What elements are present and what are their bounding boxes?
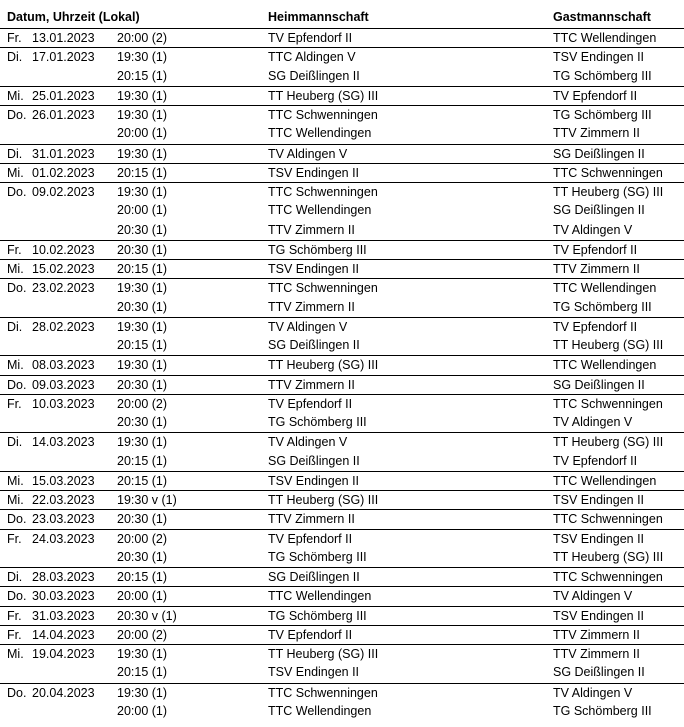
match-time: 20:15 (1)	[117, 570, 168, 584]
table-row	[0, 86, 684, 105]
table-row	[0, 240, 684, 259]
table-row	[0, 702, 684, 721]
guest-team: TT Heuberg (SG) III	[553, 549, 664, 564]
table-row	[0, 336, 684, 355]
guest-team: TV Epfendorf II	[553, 242, 638, 257]
home-team: TV Epfendorf II	[268, 396, 353, 411]
match-date: 14.04.2023	[32, 627, 95, 642]
guest-team: TTV Zimmern II	[553, 262, 640, 276]
table-row	[0, 28, 684, 47]
guest-team: SG Deißlingen II	[553, 203, 645, 218]
match-date: 19.04.2023	[32, 647, 95, 661]
match-time: 20:30 (1)	[117, 415, 168, 429]
guest-team: TSV Endingen II	[553, 531, 645, 546]
match-day: Di.	[7, 50, 23, 65]
match-time: 20:00 (2)	[117, 531, 168, 546]
match-time: 19:30 (1)	[117, 88, 168, 103]
table-row	[0, 221, 684, 240]
home-team: TTC Wellendingen	[268, 589, 372, 604]
table-row	[0, 394, 684, 413]
table-row	[0, 355, 684, 374]
home-team: TV Epfendorf II	[268, 627, 353, 642]
match-time: 19:30 (1)	[117, 146, 168, 161]
match-date: 09.02.2023	[32, 185, 95, 199]
match-time: 20:15 (1)	[117, 165, 168, 180]
match-date: 14.03.2023	[32, 435, 95, 450]
header-home-team: Heimmannschaft	[268, 10, 369, 24]
guest-team: TV Aldingen V	[553, 415, 633, 429]
match-date: 24.03.2023	[32, 531, 95, 546]
match-time: 19:30 (1)	[117, 358, 168, 373]
guest-team: TTC Wellendingen	[553, 31, 657, 45]
guest-team: TT Heuberg (SG) III	[553, 338, 664, 352]
home-team: TTC Schwenningen	[268, 685, 378, 700]
match-time: 19:30 (1)	[117, 647, 168, 661]
match-day: Fr.	[7, 627, 22, 642]
match-day: Fr.	[7, 608, 22, 623]
match-time: 20:30 (1)	[117, 222, 168, 237]
home-team: TTC Schwenningen	[268, 185, 378, 199]
guest-team: TSV Endingen II	[553, 50, 645, 65]
match-date: 13.01.2023	[32, 31, 95, 45]
match-time: 19:30 (1)	[117, 435, 168, 450]
table-row	[0, 124, 684, 143]
home-team: TG Schömberg III	[268, 415, 367, 429]
match-date: 09.03.2023	[32, 377, 95, 392]
match-time: 20:00 (1)	[117, 589, 168, 604]
match-time: 20:00 (1)	[117, 126, 168, 141]
guest-team: TTV Zimmern II	[553, 126, 640, 141]
match-day: Do.	[7, 685, 27, 700]
table-row	[0, 509, 684, 528]
table-row	[0, 413, 684, 432]
table-row	[0, 182, 684, 201]
home-team: TTV Zimmern II	[268, 222, 355, 237]
home-team: TV Aldingen V	[268, 146, 348, 161]
match-time: 19:30 (1)	[117, 185, 168, 199]
match-time: 20:00 (2)	[117, 627, 168, 642]
table-row	[0, 163, 684, 182]
home-team: TTC Schwenningen	[268, 108, 378, 122]
guest-team: TV Aldingen V	[553, 222, 633, 237]
home-team: TTC Wellendingen	[268, 203, 372, 218]
match-time: 19:30 (1)	[117, 50, 168, 65]
table-row	[0, 663, 684, 682]
home-team: TT Heuberg (SG) III	[268, 358, 379, 373]
guest-team: TG Schömberg III	[553, 299, 652, 314]
table-row	[0, 490, 684, 509]
match-date: 10.02.2023	[32, 242, 95, 257]
match-time: 20:30 (1)	[117, 299, 168, 314]
table-row	[0, 278, 684, 297]
match-day: Do.	[7, 377, 27, 392]
match-time: 20:00 (1)	[117, 203, 168, 218]
table-row	[0, 548, 684, 567]
guest-team: TTV Zimmern II	[553, 647, 640, 661]
home-team: TG Schömberg III	[268, 242, 367, 257]
match-day: Do.	[7, 108, 27, 122]
guest-team: TV Aldingen V	[553, 589, 633, 604]
guest-team: TV Aldingen V	[553, 685, 633, 700]
home-team: TV Epfendorf II	[268, 31, 353, 45]
match-date: 17.01.2023	[32, 50, 95, 65]
table-row	[0, 606, 684, 625]
guest-team: TTC Schwenningen	[553, 570, 663, 584]
table-row	[0, 67, 684, 86]
table-row	[0, 529, 684, 548]
match-date: 01.02.2023	[32, 165, 95, 180]
match-time: 20:00 (1)	[117, 703, 168, 718]
guest-team: TSV Endingen II	[553, 493, 645, 507]
match-date: 15.02.2023	[32, 262, 95, 276]
match-time: 20:00 (2)	[117, 31, 168, 45]
match-time: 20:30 (1)	[117, 549, 168, 564]
home-team: TSV Endingen II	[268, 165, 360, 180]
home-team: SG Deißlingen II	[268, 453, 360, 468]
match-time: 19:30 v (1)	[117, 493, 177, 507]
table-row	[0, 567, 684, 586]
match-date: 31.01.2023	[32, 146, 95, 161]
match-time: 20:15 (1)	[117, 338, 168, 352]
match-day: Fr.	[7, 242, 22, 257]
match-day: Do.	[7, 589, 27, 604]
guest-team: TTC Wellendingen	[553, 473, 657, 488]
match-time: 20:30 (1)	[117, 242, 168, 257]
home-team: TG Schömberg III	[268, 549, 367, 564]
table-row	[0, 432, 684, 451]
match-day: Mi.	[7, 262, 24, 276]
home-team: TTV Zimmern II	[268, 512, 355, 527]
table-row	[0, 683, 684, 702]
table-row	[0, 471, 684, 490]
guest-team: SG Deißlingen II	[553, 665, 645, 680]
home-team: TSV Endingen II	[268, 473, 360, 488]
home-team: TTC Schwenningen	[268, 281, 378, 296]
match-day: Mi.	[7, 647, 24, 661]
table-row	[0, 452, 684, 471]
home-team: TSV Endingen II	[268, 665, 360, 680]
guest-team: TG Schömberg III	[553, 703, 652, 718]
home-team: TTC Wellendingen	[268, 126, 372, 141]
match-day: Do.	[7, 185, 27, 199]
match-day: Fr.	[7, 396, 22, 411]
match-date: 10.03.2023	[32, 396, 95, 411]
guest-team: TSV Endingen II	[553, 608, 645, 623]
table-row	[0, 105, 684, 124]
table-row	[0, 47, 684, 66]
match-day: Do.	[7, 512, 27, 527]
table-row	[0, 144, 684, 163]
match-date: 28.02.2023	[32, 319, 95, 334]
table-row	[0, 644, 684, 663]
match-date: 25.01.2023	[32, 88, 95, 103]
home-team: TT Heuberg (SG) III	[268, 647, 379, 661]
home-team: TT Heuberg (SG) III	[268, 493, 379, 507]
match-day: Fr.	[7, 531, 22, 546]
home-team: SG Deißlingen II	[268, 570, 360, 584]
match-date: 26.01.2023	[32, 108, 95, 122]
home-team: TSV Endingen II	[268, 262, 360, 276]
match-date: 15.03.2023	[32, 473, 95, 488]
home-team: TV Epfendorf II	[268, 531, 353, 546]
match-date: 22.03.2023	[32, 493, 95, 507]
home-team: TV Aldingen V	[268, 435, 348, 450]
match-date: 23.02.2023	[32, 281, 95, 296]
guest-team: TTC Schwenningen	[553, 396, 663, 411]
guest-team: TTV Zimmern II	[553, 627, 640, 642]
match-day: Di.	[7, 435, 23, 450]
guest-team: TTC Wellendingen	[553, 358, 657, 373]
guest-team: SG Deißlingen II	[553, 146, 645, 161]
match-day: Di.	[7, 319, 23, 334]
table-row	[0, 375, 684, 394]
guest-team: TTC Schwenningen	[553, 165, 663, 180]
match-day: Di.	[7, 146, 23, 161]
guest-team: TV Epfendorf II	[553, 319, 638, 334]
match-date: 30.03.2023	[32, 589, 95, 604]
guest-team: TTC Wellendingen	[553, 281, 657, 296]
match-time: 20:15 (1)	[117, 262, 168, 276]
match-day: Di.	[7, 570, 23, 584]
guest-team: TV Epfendorf II	[553, 453, 638, 468]
table-row	[0, 317, 684, 336]
home-team: TTV Zimmern II	[268, 299, 355, 314]
match-day: Mi.	[7, 493, 24, 507]
match-time: 20:15 (1)	[117, 665, 168, 680]
home-team: SG Deißlingen II	[268, 338, 360, 352]
match-date: 31.03.2023	[32, 608, 95, 623]
match-date: 20.04.2023	[32, 685, 95, 700]
match-time: 19:30 (1)	[117, 319, 168, 334]
match-day: Mi.	[7, 88, 24, 103]
header-guest-team: Gastmannschaft	[553, 10, 651, 24]
match-time: 19:30 (1)	[117, 685, 168, 700]
match-day: Mi.	[7, 473, 24, 488]
match-time: 20:30 (1)	[117, 512, 168, 527]
guest-team: SG Deißlingen II	[553, 377, 645, 392]
match-time: 20:00 (2)	[117, 396, 168, 411]
home-team: TV Aldingen V	[268, 319, 348, 334]
guest-team: TG Schömberg III	[553, 108, 652, 122]
home-team: SG Deißlingen II	[268, 68, 360, 83]
guest-team: TT Heuberg (SG) III	[553, 435, 664, 450]
home-team: TT Heuberg (SG) III	[268, 88, 379, 103]
match-day: Do.	[7, 281, 27, 296]
table-row	[0, 259, 684, 278]
header-date-time: Datum, Uhrzeit (Lokal)	[7, 10, 140, 24]
guest-team: TT Heuberg (SG) III	[553, 185, 664, 199]
match-time: 20:15 (1)	[117, 453, 168, 468]
guest-team: TG Schömberg III	[553, 68, 652, 83]
match-time: 20:15 (1)	[117, 68, 168, 83]
table-row	[0, 586, 684, 605]
guest-team: TV Epfendorf II	[553, 88, 638, 103]
match-date: 28.03.2023	[32, 570, 95, 584]
table-row	[0, 625, 684, 644]
home-team: TTC Wellendingen	[268, 703, 372, 718]
table-row	[0, 298, 684, 317]
home-team: TG Schömberg III	[268, 608, 367, 623]
match-time: 20:30 v (1)	[117, 608, 177, 623]
match-date: 08.03.2023	[32, 358, 95, 373]
match-date: 23.03.2023	[32, 512, 95, 527]
match-day: Mi.	[7, 165, 24, 180]
guest-team: TTC Schwenningen	[553, 512, 663, 527]
match-time: 19:30 (1)	[117, 281, 168, 296]
match-day: Mi.	[7, 358, 24, 373]
match-time: 19:30 (1)	[117, 108, 168, 122]
table-row	[0, 201, 684, 220]
home-team: TTV Zimmern II	[268, 377, 355, 392]
home-team: TTC Aldingen V	[268, 50, 356, 65]
match-time: 20:30 (1)	[117, 377, 168, 392]
match-day: Fr.	[7, 31, 22, 45]
match-time: 20:15 (1)	[117, 473, 168, 488]
